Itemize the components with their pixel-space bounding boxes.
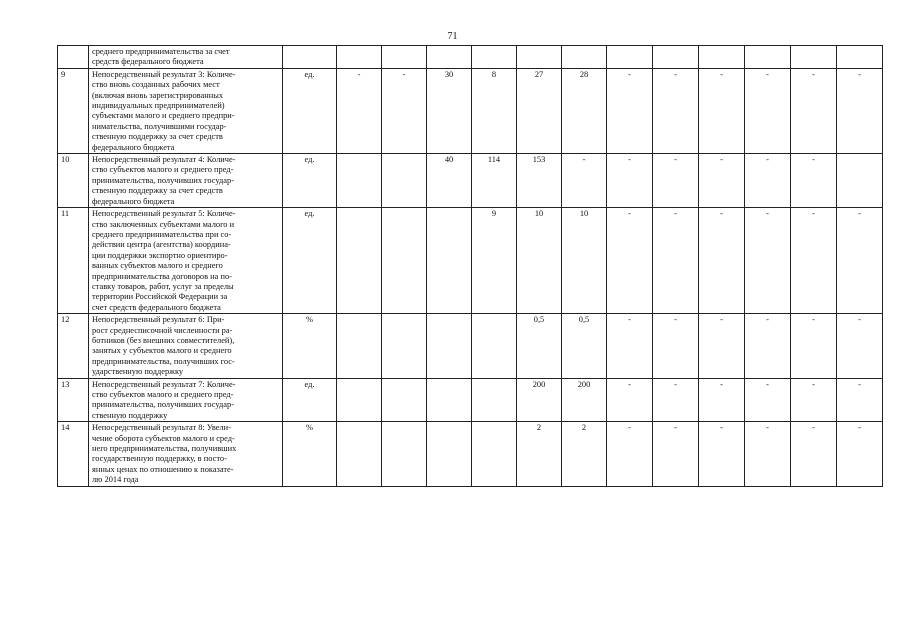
- row-number: 10: [58, 154, 89, 208]
- value-cell: 200: [562, 378, 607, 422]
- value-cell: 0,5: [517, 314, 562, 378]
- table-row: [58, 422, 883, 486]
- value-cell: [427, 378, 472, 422]
- value-cell: [337, 208, 382, 314]
- unit-cell: ед.: [283, 154, 337, 208]
- value-cell: 40: [427, 154, 472, 208]
- description-line: счет средств федерального бюджета: [92, 302, 221, 312]
- value-cell: -: [791, 68, 837, 153]
- value-cell: -: [653, 314, 699, 378]
- indicators-table: [57, 45, 883, 487]
- description-line: предпринимательства договоров на по-: [92, 271, 232, 281]
- value-cell: 2: [562, 422, 607, 486]
- value-cell: [472, 46, 517, 69]
- value-cell: -: [791, 422, 837, 486]
- description-line: ство заключенных субъектами малого и: [92, 219, 235, 229]
- description-line: ственную поддержку за счет средств: [92, 132, 223, 142]
- value-cell: 10: [517, 208, 562, 314]
- unit-cell: %: [283, 314, 337, 378]
- value-cell: -: [653, 68, 699, 153]
- value-cell: [653, 46, 699, 69]
- table-row: [58, 46, 883, 69]
- value-cell: -: [791, 314, 837, 378]
- indicator-description: [89, 422, 283, 486]
- value-cell: 9: [472, 208, 517, 314]
- value-cell: [382, 46, 427, 69]
- value-cell: 114: [472, 154, 517, 208]
- value-cell: 28: [562, 68, 607, 153]
- page-number: 71: [447, 31, 458, 42]
- value-cell: -: [653, 422, 699, 486]
- value-cell: -: [837, 378, 883, 422]
- value-cell: 27: [517, 68, 562, 153]
- value-cell: -: [607, 422, 653, 486]
- value-cell: -: [653, 378, 699, 422]
- description-line: чение оборота субъектов малого и сред-: [92, 433, 235, 443]
- description-line: рост среднесписочной численности ра-: [92, 325, 233, 335]
- value-cell: -: [791, 208, 837, 314]
- description-line: Непосредственный результат 5: Количе-: [92, 209, 236, 219]
- value-cell: [427, 208, 472, 314]
- value-cell: [472, 314, 517, 378]
- value-cell: [837, 46, 883, 69]
- indicator-description: [89, 154, 283, 208]
- value-cell: 0,5: [562, 314, 607, 378]
- description-line: ственную поддержку: [92, 410, 168, 420]
- value-cell: [472, 422, 517, 486]
- description-line: ставку товаров, работ, услуг за пределы: [92, 281, 234, 291]
- value-cell: [382, 154, 427, 208]
- value-cell: -: [837, 68, 883, 153]
- indicator-description: [89, 314, 283, 378]
- table-row: [58, 154, 883, 208]
- value-cell: [337, 314, 382, 378]
- value-cell: -: [745, 378, 791, 422]
- description-line: ственную поддержку за счет средств: [92, 186, 223, 196]
- description-line: ботников (без внешних совместителей),: [92, 335, 235, 345]
- description-line: ванных субъектов малого и среднего: [92, 261, 223, 271]
- value-cell: 30: [427, 68, 472, 153]
- row-number: 13: [58, 378, 89, 422]
- value-cell: [427, 422, 472, 486]
- description-line: субъектами малого и среднего предпри-: [92, 111, 235, 121]
- description-line: государственную поддержку, в посто-: [92, 454, 227, 464]
- indicator-description: [89, 378, 283, 422]
- description-line: среднего предпринимательства при со-: [92, 229, 232, 239]
- value-cell: -: [699, 314, 745, 378]
- value-cell: -: [699, 154, 745, 208]
- description-line: янных ценах по отношению к показате-: [92, 464, 234, 474]
- value-cell: -: [699, 208, 745, 314]
- value-cell: -: [607, 68, 653, 153]
- description-line: ство вновь созданных рабочих мест: [92, 80, 220, 90]
- value-cell: -: [699, 378, 745, 422]
- value-cell: -: [607, 154, 653, 208]
- value-cell: [607, 46, 653, 69]
- row-number: 11: [58, 208, 89, 314]
- value-cell: -: [653, 154, 699, 208]
- description-line: индивидуальных предпринимателей): [92, 101, 225, 111]
- value-cell: [745, 46, 791, 69]
- value-cell: -: [745, 208, 791, 314]
- value-cell: [382, 378, 427, 422]
- description-line: ции поддержки экспортно ориентиро-: [92, 250, 228, 260]
- description-line: лю 2014 года: [92, 475, 139, 485]
- value-cell: [337, 46, 382, 69]
- value-cell: -: [837, 208, 883, 314]
- table-row: [58, 314, 883, 378]
- description-line: Непосредственный результат 3: Количе-: [92, 69, 236, 79]
- unit-cell: ед.: [283, 68, 337, 153]
- value-cell: -: [745, 154, 791, 208]
- value-cell: [472, 378, 517, 422]
- value-cell: -: [745, 68, 791, 153]
- description-line: ство субъектов малого и среднего пред-: [92, 390, 234, 399]
- value-cell: [427, 46, 472, 69]
- row-number: 12: [58, 314, 89, 378]
- value-cell: -: [699, 422, 745, 486]
- description-line: Непосредственный результат 6: При-: [92, 315, 225, 325]
- description-line: Непосредственный результат 4: Количе-: [92, 155, 236, 165]
- description-line: нимательства, получившими государ-: [92, 121, 227, 131]
- description-line: действии центра (агентства) координа-: [92, 240, 231, 250]
- table-row: [58, 208, 883, 314]
- indicator-description: [89, 68, 283, 153]
- description-line: ство субъектов малого и среднего пред-: [92, 165, 234, 175]
- row-number: 9: [58, 68, 89, 153]
- value-cell: 200: [517, 378, 562, 422]
- description-line: ударственную поддержку: [92, 367, 184, 377]
- value-cell: -: [653, 208, 699, 314]
- indicator-description: [89, 208, 283, 314]
- description-line: занятых у субъектов малого и среднего: [92, 346, 232, 356]
- value-cell: [791, 46, 837, 69]
- value-cell: -: [337, 68, 382, 153]
- value-cell: [427, 314, 472, 378]
- indicator-description: [89, 46, 283, 69]
- description-line: принимательства, получивших государ-: [92, 175, 234, 185]
- value-cell: -: [745, 314, 791, 378]
- unit-cell: [283, 46, 337, 69]
- description-line: федерального бюджета: [92, 196, 175, 206]
- table-row: [58, 378, 883, 422]
- value-cell: -: [791, 378, 837, 422]
- description-line: федерального бюджета: [92, 142, 175, 152]
- value-cell: -: [837, 314, 883, 378]
- value-cell: [837, 154, 883, 208]
- value-cell: -: [607, 314, 653, 378]
- value-cell: -: [745, 422, 791, 486]
- row-number: 14: [58, 422, 89, 486]
- value-cell: -: [607, 208, 653, 314]
- description-line: среднего предпринимательства за счет: [92, 47, 230, 56]
- description-line: него предпринимательства, получивших: [92, 444, 237, 454]
- value-cell: -: [562, 154, 607, 208]
- value-cell: [337, 378, 382, 422]
- description-line: (включая вновь зарегистрированных: [92, 90, 224, 100]
- value-cell: -: [791, 154, 837, 208]
- value-cell: [382, 208, 427, 314]
- value-cell: [562, 46, 607, 69]
- value-cell: 10: [562, 208, 607, 314]
- value-cell: [382, 314, 427, 378]
- unit-cell: %: [283, 422, 337, 486]
- value-cell: [699, 46, 745, 69]
- row-number: [58, 46, 89, 69]
- value-cell: -: [699, 68, 745, 153]
- value-cell: 2: [517, 422, 562, 486]
- description-line: средств федерального бюджета: [92, 57, 204, 67]
- value-cell: [337, 154, 382, 208]
- value-cell: -: [837, 422, 883, 486]
- value-cell: 153: [517, 154, 562, 208]
- description-line: предпринимательства, получивших гос-: [92, 356, 235, 366]
- description-line: Непосредственный результат 8: Увели-: [92, 423, 231, 433]
- value-cell: -: [382, 68, 427, 153]
- value-cell: 8: [472, 68, 517, 153]
- value-cell: [517, 46, 562, 69]
- table-row: [58, 68, 883, 153]
- value-cell: [382, 422, 427, 486]
- description-line: принимательства, получивших государ-: [92, 400, 234, 410]
- value-cell: -: [607, 378, 653, 422]
- description-line: территории Российской Федерации за: [92, 292, 228, 302]
- unit-cell: ед.: [283, 208, 337, 314]
- value-cell: [337, 422, 382, 486]
- unit-cell: ед.: [283, 378, 337, 422]
- description-line: Непосредственный результат 7: Количе-: [92, 379, 236, 389]
